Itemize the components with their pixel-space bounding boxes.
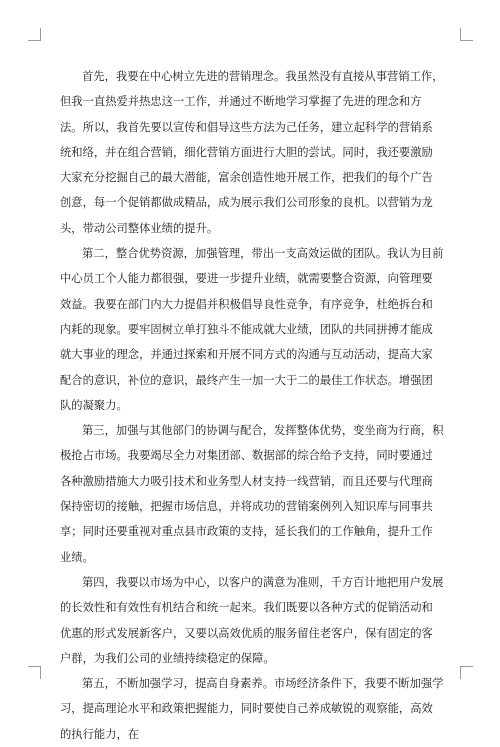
paragraph-text: 第四，我要以市场为中心，以客户的满意为准则，千方百计地把用户发展的长效性和有效性有机结合和统一起来。我们既要以各种方式的促销活动和优惠的形式发展新客户，又要以高效优质的服务留住老客户，保有固定的客户群，为我们公司的业绩持续稳定的保障。 (60, 575, 444, 665)
paragraph-text: 首先，我要在中心树立先进的营销理念。我虽然没有直接从事营销工作，但我一直热爱并热忠这一工作，并通过不断地学习掌握了先进的理念和方法。所以，我首先要以宣传和倡导这些方法为己任务，建立起科学的营销系统和络，并在组合营销，细化营销方面进行大胆的尝试。同时，我还要激励大家充分挖掘自己的最大潜能，富余创造性地开展工作，把我们的每个广告创意，每一个促销都做成精品，成为展示我们公司形象的良机。以营销为龙头，带动公司整体业绩的提升。 (60, 70, 444, 235)
crop-mark-top-right (460, 28, 473, 41)
paragraph-text: 第二，整合优势资源，加强管理，带出一支高效运做的团队。我认为目前中心员工个人能力都很强，要进一步提升业绩，就需要整合资源，向管理要效益。我要在部门内大力提倡并积极倡导良性竞争，有序竞争，杜绝拆台和内耗的现象。要牢固树立单打独斗不能成就大业绩，团队的共同拼搏才能成就大事业的理念，并通过探索和开展不同方式的沟通与互动活动，提高大家配合的意识，补位的意识，最终产生一加一大于二的最佳工作状态。增强团队的凝聚力。 (60, 247, 444, 412)
paragraph-text: 第三，加强与其他部门的协调与配合，发挥整体优势，变坐商为行商，积极抢占市场。我要竭尽全力对集团部、数据部的综合给予支持，同时要通过各种激励措施大力吸引技术和业务型人材支持一线营销，而且还要与代理商保持密切的接触，把握市场信息，并将成功的营销案例列入知识库与同事共享；同时还要重视对重点县市政策的支持，延长我们的工作触角，提升工作业绩。 (60, 424, 444, 564)
paragraph (60, 570, 444, 671)
paragraph (60, 418, 444, 570)
crop-mark-bottom-right (460, 666, 473, 679)
document-body (60, 64, 444, 747)
paragraph (60, 671, 444, 747)
paragraph (60, 64, 444, 241)
crop-mark-top-left (28, 28, 41, 41)
paragraph (60, 241, 444, 418)
paragraph-text: 第五，不断加强学习，提高自身素养。市场经济条件下，我要不断加强学习，提高理论水平和政策把握能力，同时要使自己养成敏锐的观察能，高效的执行能力，在 (60, 677, 444, 741)
crop-mark-bottom-left (28, 666, 41, 679)
